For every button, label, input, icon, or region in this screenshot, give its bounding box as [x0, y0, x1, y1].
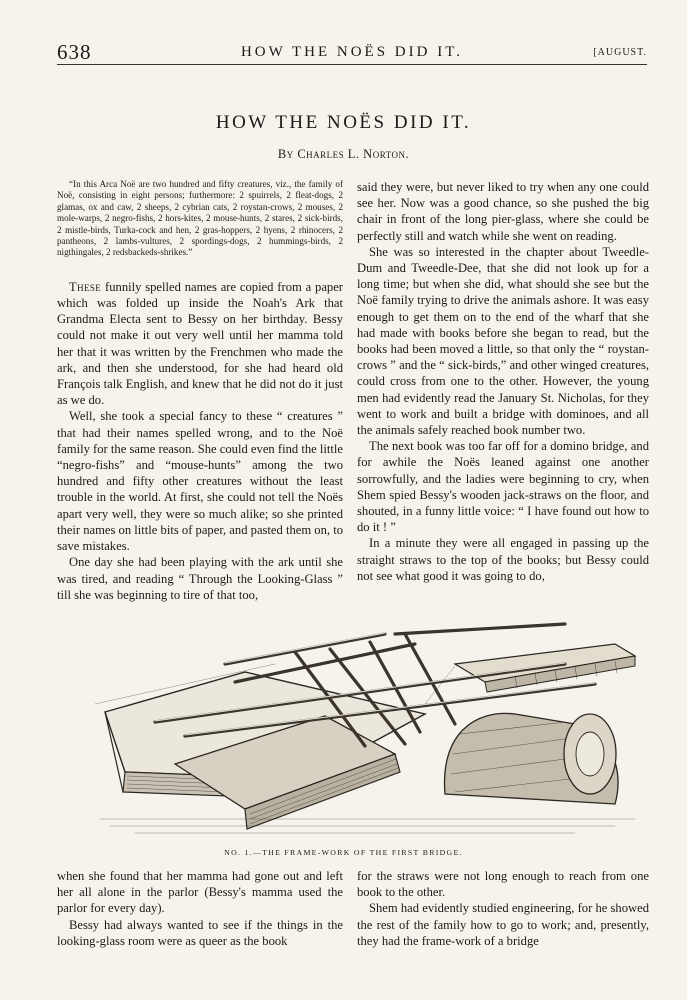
issue-month: [AUGUST. [593, 47, 647, 58]
epigraph: “In this Arca Noë are two hundred and fifty creatures, viz., the family of Noë, consisting in eight persons; furthermore: 2 spuirrels, 2 fleat-dogs, 2 glamas, ox and caw, 2 sheeps, 2 cybrian cats, 2 roystan-crows, 2 mouses, 2 mole-warps, 2 negro-fishs, 2 hors-kites, 2 mouse-hunts, 2 stares, 2 sick-birds, 2 mistle-birds, Turka-cock and hen, 2 gras-hoppers, 2 hyens, 2 rhinocers, 2 pantheons, 2 lambs-vultures, 2 spordings-dogs, 2 hummings-birds, 2 nigthingales, 2 redsbackeds-shrikes.” [57, 179, 343, 258]
right-column [357, 179, 649, 584]
right-column-continued [357, 868, 649, 949]
paragraph: said they were, but never liked to try when any one could see her. Now was a good chance, so she pushed the big chair in front of the long pier-glass, where she could be perfectly still and watch while she went on reading. [357, 180, 649, 243]
left-column [57, 179, 343, 603]
paragraph: Well, she took a special fancy to these “ creatures ” that had their names spelled wrong, and to the Noë family for the same reason. She could even find the little “negro-fishs” and “mouse-hunts” among the two hundred and fifty other creatures without the least trouble in the world. At first, she could not tell the Noës apart very well, they were so much alike; so she printed their names on little bits of paper, and pasted them on, to save mistakes. [57, 409, 343, 554]
figure-caption: NO. 1.—THE FRAME-WORK OF THE FIRST BRIDGE. [224, 848, 463, 857]
paragraph-lead: These [69, 279, 102, 294]
paragraph-text: funnily spelled names are copied from a paper which was folded up inside the Noah's Ark that Grandma Electa sent to Bessy on her birthday. Bessy could not make it out very well until her mamma told her that it was written by the Frenchmen who made the ark, and then she understood, for she had heard old François talk English, and knew that he did not do it just as we do. [57, 279, 343, 408]
paragraph [57, 279, 343, 409]
article-title: HOW THE NOËS DID IT. [215, 112, 472, 133]
paragraph: Shem had evidently studied engineering, for he showed the rest of the family how to go to work; and, presently, they had the frame-work of a bridge [357, 901, 649, 948]
paragraph: for the straws were not long enough to reach from one book to the other. [357, 869, 649, 900]
paragraph: Bessy had always wanted to see if the things in the looking-glass room were as queer as the book [57, 917, 343, 948]
paragraph: One day she had been playing with the ark until she was tired, and reading “ Through the Looking-Glass ” till she was beginning to tire of that too, [57, 555, 343, 602]
paragraph: In a minute they were all engaged in passing up the straight straws to the top of the books; but Bessy could not see what good it was going to do, [357, 536, 649, 583]
running-title: HOW THE NOËS DID IT. [240, 44, 464, 60]
bridge-engraving-image [95, 604, 640, 840]
article-byline: By Charles L. Norton. [277, 147, 410, 161]
paragraph: The next book was too far off for a domino bridge, and for awhile the Noës leaned against one another sorrowfully, and the ladies were beginning to cry, when Shem spied Bessy's wooden jack-straws on the floor, and shouted, in a funny little voice: “ I have found out how to do it ! ” [357, 439, 649, 535]
paragraph: when she found that her mamma had gone out and left her all alone in the parlor (Bessy's mamma used the parlor for every day). [57, 869, 343, 916]
left-column-continued [57, 868, 343, 949]
bridge-illustration [95, 604, 640, 840]
page-number: 638 [57, 40, 92, 64]
paragraph: She was so interested in the chapter about Tweedle-Dum and Tweedle-Dee, that she did not look up for a long time; but when she did, what should she see but the Noë family trying to drive the animals ashore. It was easy enough to get them on to the end of the wharf that she had made with books before she began to read, but the books had been moved a little, so that only the “ roystan-crows ” and the “ sick-birds,” and other winged creatures, could cross from one to the other. However, the young men had evidently read the January St. Nicholas, for they went to work and built a bridge with dominoes, and all the animals safely reached book number two. [357, 244, 649, 438]
page-header [57, 38, 647, 65]
